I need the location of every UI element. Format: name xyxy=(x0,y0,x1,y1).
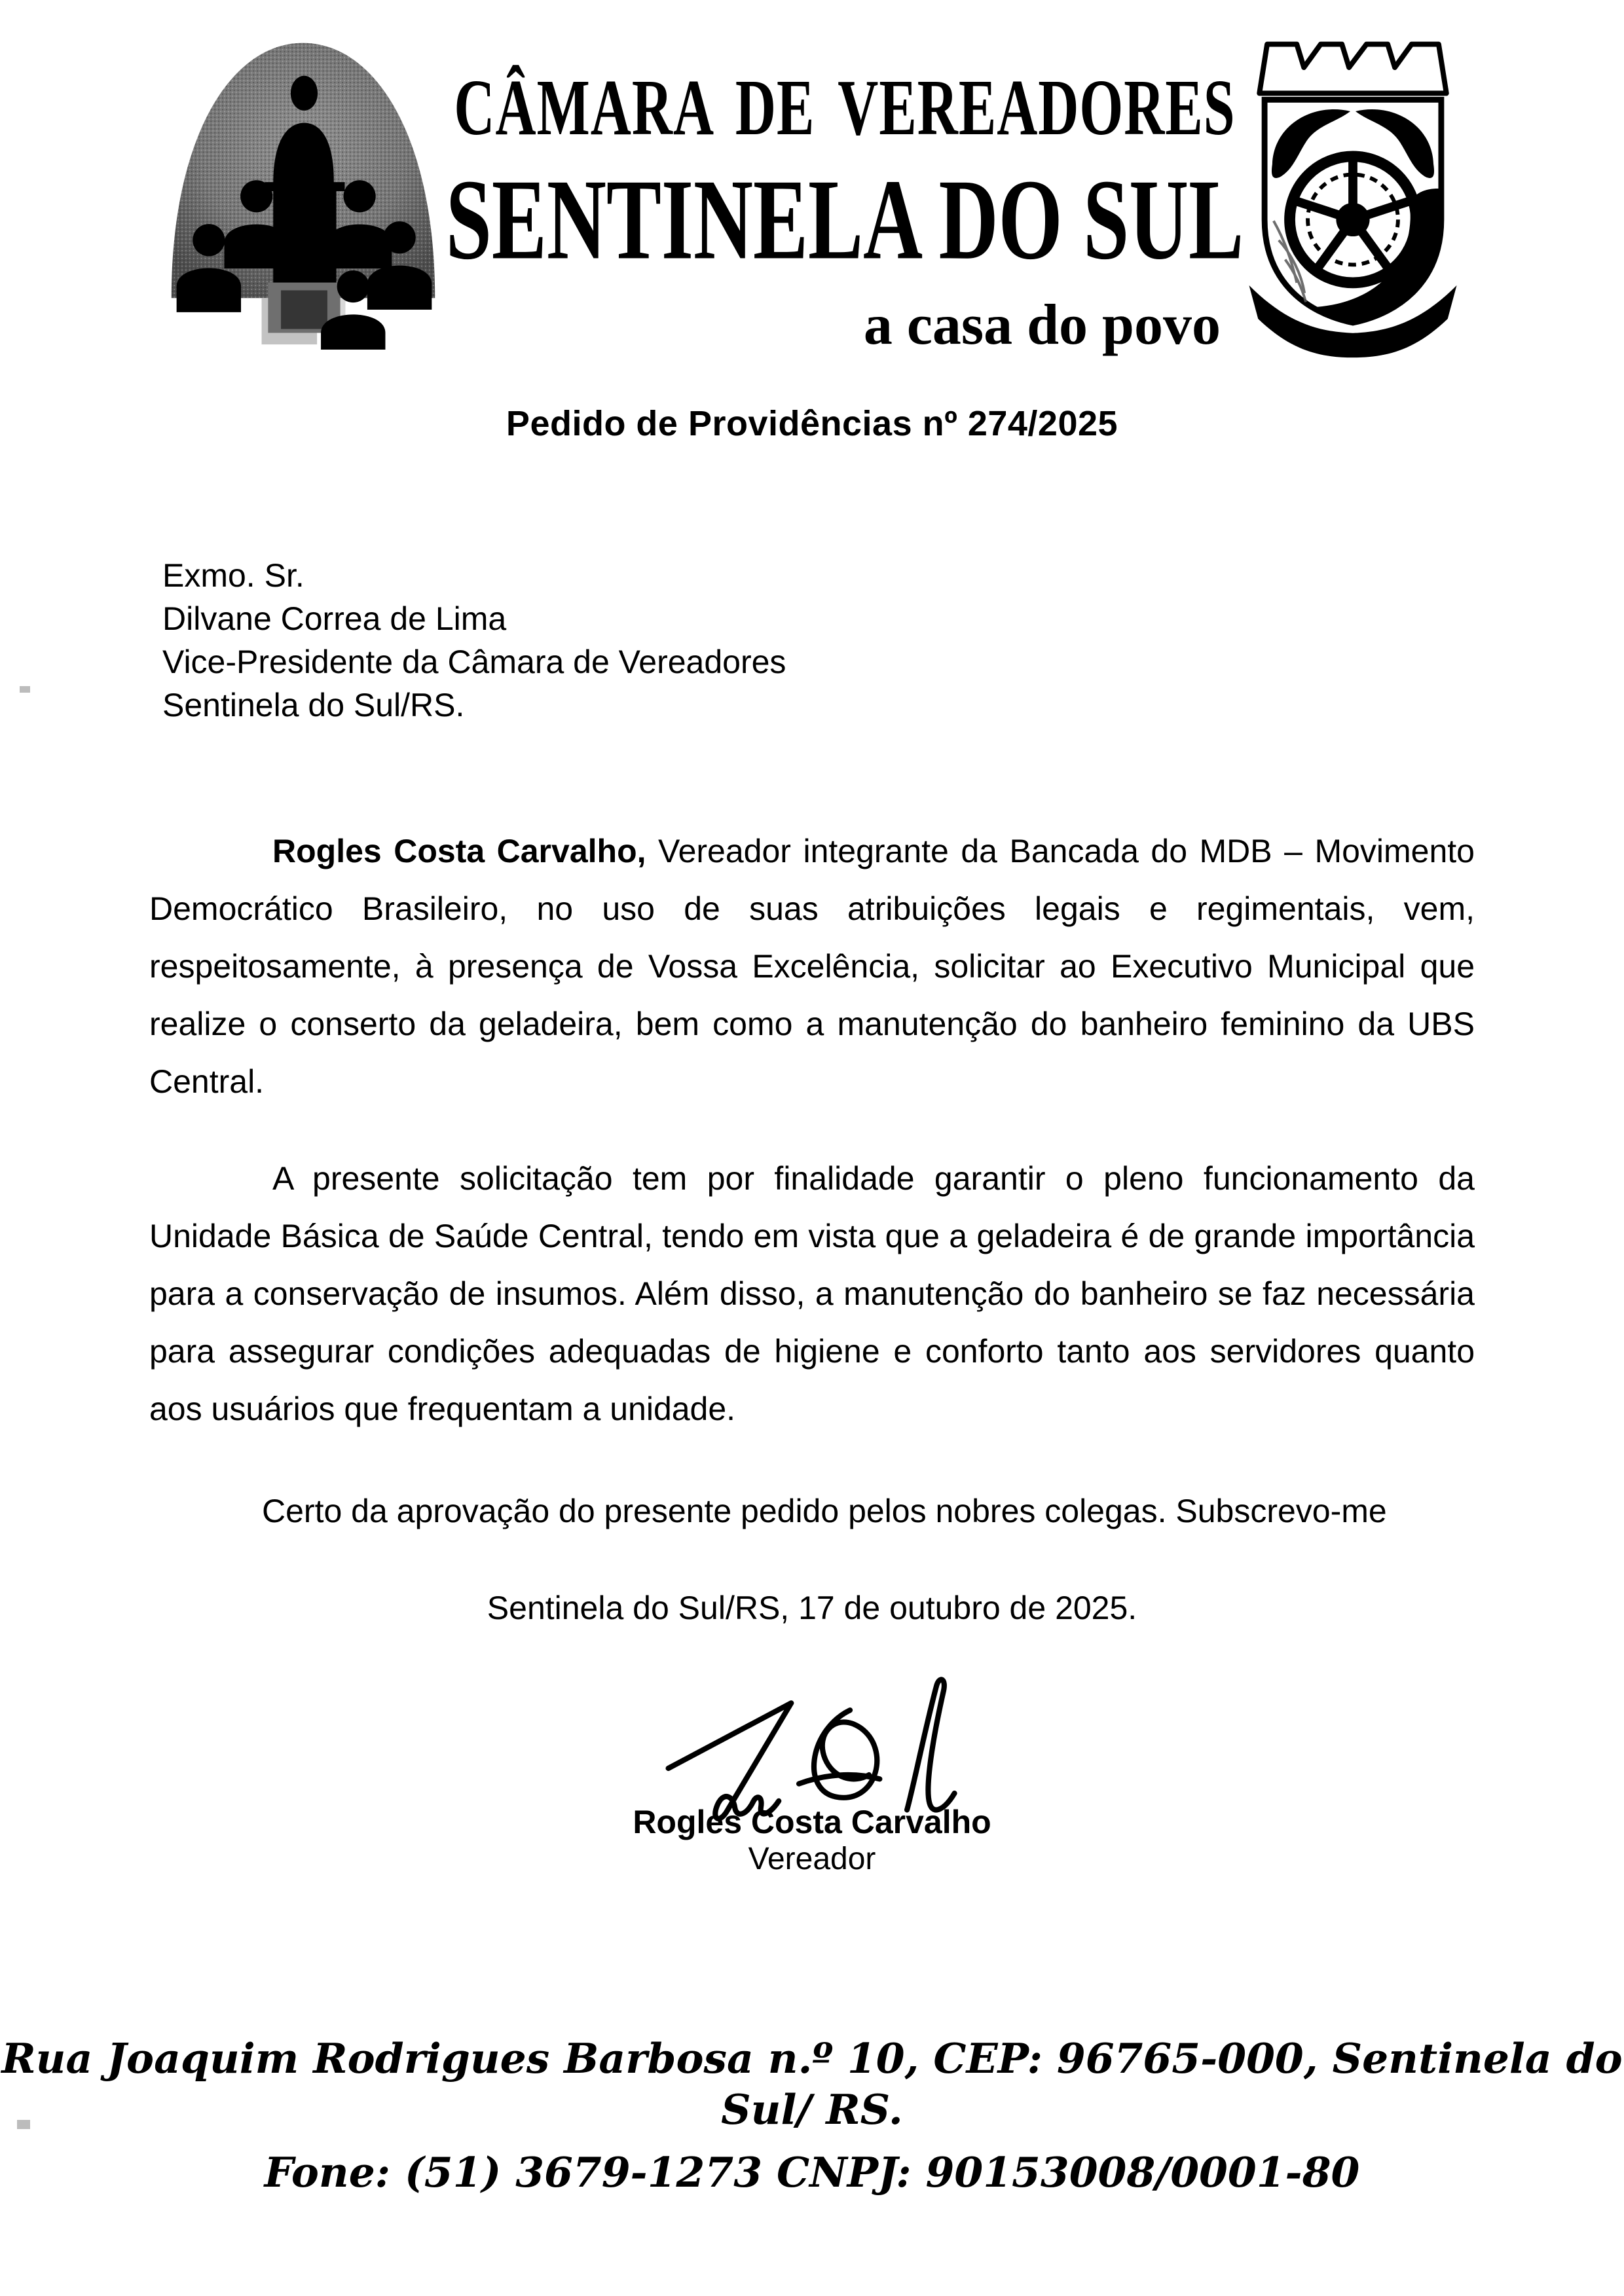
footer-address: Rua Joaquim Rodrigues Barbosa n.º 10, CEP: 96765-000, Sentinela do Sul/ RS. xyxy=(1,2034,1623,2134)
letterhead-footer xyxy=(0,2033,1624,2198)
document-title: Pedido de Providências nº 274/2025 xyxy=(506,404,1118,443)
paragraph-2: A presente solicitação tem por finalidade garantir o pleno funcionamento da Unidade Básica de Saúde Central, tendo em vista que a geladeira é de grande importância para a conservação de insumos. Além disso, a manutenção do banheiro se faz necessária para assegurar condições adequadas de higiene e conforto tanto aos servidores quanto aos usuários que frequentam a unidade. xyxy=(149,1160,1475,1427)
closing-line: Certo da aprovação do presente pedido pelos nobres colegas. Subscrevo-me xyxy=(262,1493,1387,1529)
addressee-title: Vice-Presidente da Câmara de Vereadores xyxy=(162,644,786,680)
org-tagline: a casa do povo xyxy=(863,293,1221,357)
date-line: Sentinela do Sul/RS, 17 de outubro de 2025. xyxy=(487,1590,1137,1626)
letterhead xyxy=(0,0,1624,357)
org-name-line2: SENTINELA DO SUL xyxy=(445,156,1244,284)
council-assembly-logo xyxy=(156,27,451,350)
paragraph-1 xyxy=(149,822,1475,1110)
footer-contact: Fone: (51) 3679-1273 CNPJ: 90153008/0001-80 xyxy=(264,2148,1360,2196)
paragraph-1-text: Vereador integrante da Bancada do MDB – Movimento Democrático Brasileiro, no uso de suas atribuições legais e regimentais, vem, respeitosamente, à presença de Vossa Excelência, solicitar ao Executivo Municipal que realize o conserto da geladeira, bem como a manutenção do banheiro feminino da UBS Central. xyxy=(149,833,1475,1100)
author-name-bold: Rogles Costa Carvalho, xyxy=(272,833,646,869)
scan-artifact xyxy=(20,686,30,693)
org-name-line2-wrap xyxy=(445,156,1244,285)
municipal-coat-of-arms xyxy=(1239,27,1467,363)
council-assembly-logo-icon xyxy=(156,27,451,350)
municipal-coat-of-arms-icon xyxy=(1239,27,1467,363)
org-name-line1-wrap xyxy=(451,62,1239,153)
scan-artifact xyxy=(17,2120,30,2129)
addressee-salutation: Exmo. Sr. xyxy=(162,557,304,594)
letter-body xyxy=(0,822,1624,1628)
signatory-role: Vereador xyxy=(748,1842,876,1876)
addressee-name: Dilvane Correa de Lima xyxy=(162,600,507,637)
signatory-name: Rogles Costa Carvalho xyxy=(633,1804,991,1840)
letterhead-titles xyxy=(445,27,1244,358)
org-name-line1: CÂMARA DE VEREADORES xyxy=(454,62,1236,153)
addressee-city: Sentinela do Sul/RS. xyxy=(162,687,465,723)
addressee-block xyxy=(162,554,1624,727)
signature-block xyxy=(0,1660,1624,1878)
